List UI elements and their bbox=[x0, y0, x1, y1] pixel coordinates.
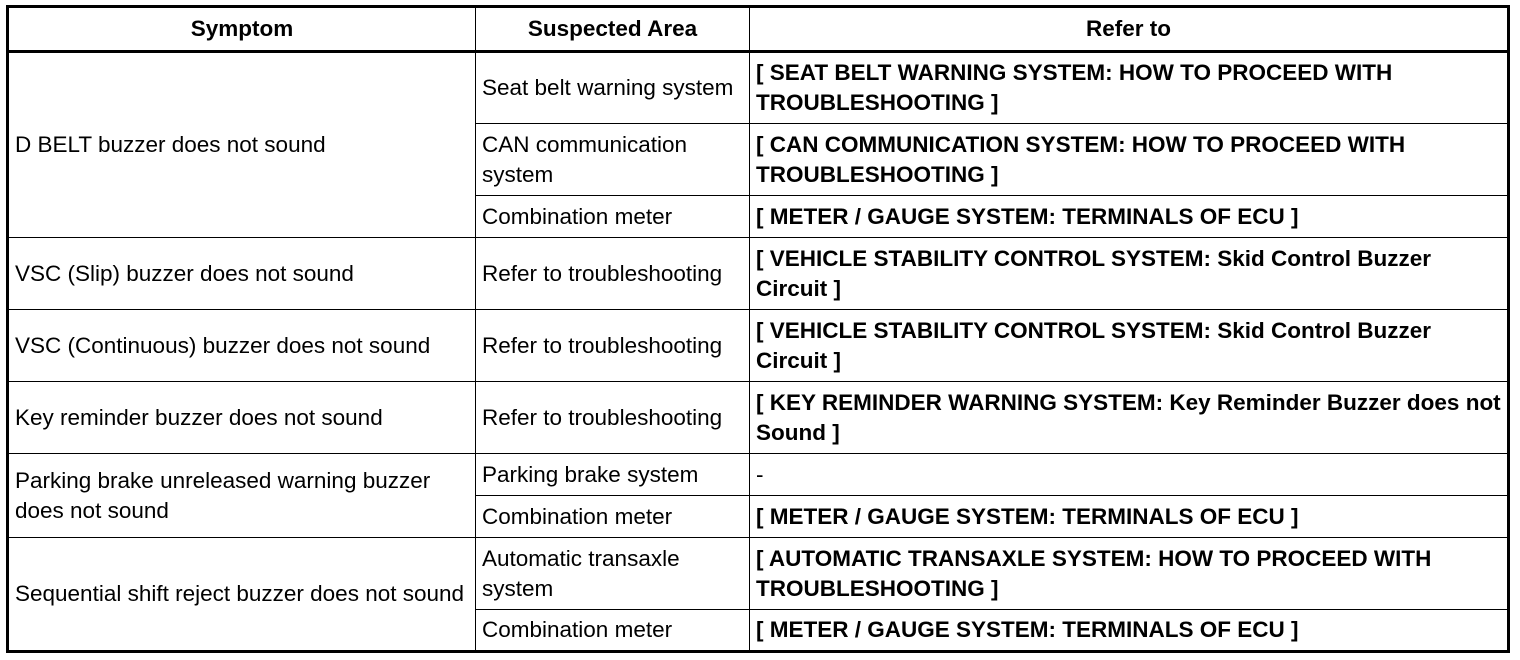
suspected-area-cell: Combination meter bbox=[476, 610, 750, 652]
header-symptom: Symptom bbox=[8, 7, 476, 52]
header-suspected-area: Suspected Area bbox=[476, 7, 750, 52]
suspected-area-cell: Refer to troubleshooting bbox=[476, 238, 750, 310]
refer-to-cell: [ KEY REMINDER WARNING SYSTEM: Key Reminder Buzzer does not Sound ] bbox=[750, 382, 1509, 454]
refer-to-cell: - bbox=[750, 454, 1509, 496]
table-row bbox=[8, 382, 1509, 454]
suspected-area-cell: Refer to troubleshooting bbox=[476, 310, 750, 382]
refer-to-cell: [ VEHICLE STABILITY CONTROL SYSTEM: Skid Control Buzzer Circuit ] bbox=[750, 238, 1509, 310]
table-row bbox=[8, 538, 1509, 610]
suspected-area-cell: Seat belt warning system bbox=[476, 52, 750, 124]
refer-to-cell: [ CAN COMMUNICATION SYSTEM: HOW TO PROCEED WITH TROUBLESHOOTING ] bbox=[750, 124, 1509, 196]
suspected-area-cell: Automatic transaxle system bbox=[476, 538, 750, 610]
table-row bbox=[8, 454, 1509, 496]
symptom-cell: Parking brake unreleased warning buzzer does not sound bbox=[8, 454, 476, 538]
refer-to-cell: [ SEAT BELT WARNING SYSTEM: HOW TO PROCEED WITH TROUBLESHOOTING ] bbox=[750, 52, 1509, 124]
refer-to-cell: [ METER / GAUGE SYSTEM: TERMINALS OF ECU ] bbox=[750, 196, 1509, 238]
symptom-cell: VSC (Continuous) buzzer does not sound bbox=[8, 310, 476, 382]
table-row bbox=[8, 310, 1509, 382]
symptom-cell: VSC (Slip) buzzer does not sound bbox=[8, 238, 476, 310]
suspected-area-cell: Refer to troubleshooting bbox=[476, 382, 750, 454]
suspected-area-cell: Parking brake system bbox=[476, 454, 750, 496]
refer-to-cell: [ METER / GAUGE SYSTEM: TERMINALS OF ECU ] bbox=[750, 496, 1509, 538]
refer-to-cell: [ METER / GAUGE SYSTEM: TERMINALS OF ECU ] bbox=[750, 610, 1509, 652]
table-row bbox=[8, 52, 1509, 124]
refer-to-cell: [ VEHICLE STABILITY CONTROL SYSTEM: Skid Control Buzzer Circuit ] bbox=[750, 310, 1509, 382]
header-refer-to: Refer to bbox=[750, 7, 1509, 52]
header-row bbox=[8, 7, 1509, 52]
suspected-area-cell: CAN communication system bbox=[476, 124, 750, 196]
symptom-cell: Key reminder buzzer does not sound bbox=[8, 382, 476, 454]
refer-to-cell: [ AUTOMATIC TRANSAXLE SYSTEM: HOW TO PROCEED WITH TROUBLESHOOTING ] bbox=[750, 538, 1509, 610]
symptom-cell: Sequential shift reject buzzer does not sound bbox=[8, 538, 476, 652]
suspected-area-cell: Combination meter bbox=[476, 496, 750, 538]
troubleshooting-table bbox=[6, 5, 1510, 653]
suspected-area-cell: Combination meter bbox=[476, 196, 750, 238]
table-row bbox=[8, 238, 1509, 310]
symptom-cell: D BELT buzzer does not sound bbox=[8, 52, 476, 238]
